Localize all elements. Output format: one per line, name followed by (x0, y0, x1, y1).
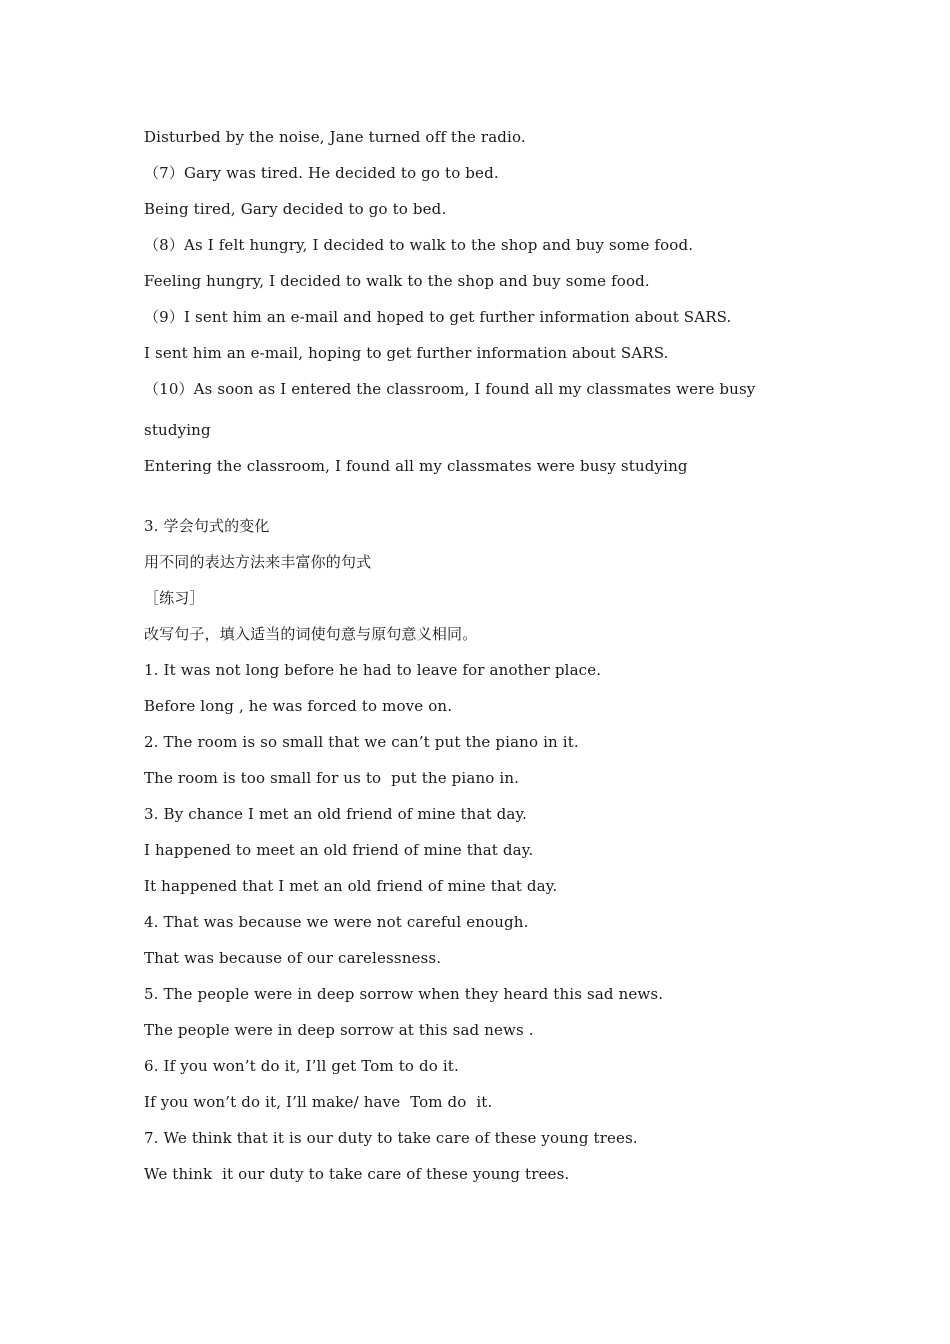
text-line: If you won’t do it, I’ll make/ have Tom do it. (144, 1093, 493, 1111)
text-line: I sent him an e-mail, hoping to get further information about SARS. (144, 344, 669, 362)
text-line: Feeling hungry, I decided to walk to the shop and buy some food. (144, 272, 650, 290)
text-line: Disturbed by the noise, Jane turned off the radio. (144, 128, 526, 146)
text-line: We think it our duty to take care of these young trees. (144, 1165, 570, 1183)
section-heading: 3. 学会句式的变化 (144, 517, 270, 535)
text-line: The people were in deep sorrow at this sad news . (144, 1021, 534, 1039)
text-line: That was because of our carelessness. (144, 949, 442, 967)
text-line: studying (144, 421, 211, 439)
text-line: Entering the classroom, I found all my classmates were busy studying (144, 457, 688, 475)
text-line: 3. By chance I met an old friend of mine that day. (144, 805, 528, 823)
text-line: The room is too small for us to put the piano in. (144, 769, 520, 787)
text-line: Before long , he was forced to move on. (144, 697, 453, 715)
text-line: I happened to meet an old friend of mine that day. (144, 841, 534, 859)
text-line: 6. If you won’t do it, I’ll get Tom to do it. (144, 1057, 459, 1075)
text-line: 2. The room is so small that we can’t put the piano in it. (144, 733, 579, 751)
text-line: （10）As soon as I entered the classroom, I found all my classmates were busy (144, 380, 756, 398)
text-line: 1. It was not long before he had to leave for another place. (144, 661, 602, 679)
practice-label: ［练习］ (144, 589, 205, 607)
text-line: It happened that I met an old friend of mine that day. (144, 877, 558, 895)
text-line: 用不同的表达方法来丰富你的句式 (144, 553, 372, 571)
instruction-line: 改写句子，填入适当的词使句意与原句意义相同。 (144, 625, 478, 643)
text-line: 5. The people were in deep sorrow when they heard this sad news. (144, 985, 664, 1003)
text-line: 7. We think that it is our duty to take care of these young trees. (144, 1129, 638, 1147)
text-line: （9）I sent him an e-mail and hoped to get further information about SARS. (144, 308, 732, 326)
text-line: （7）Gary was tired. He decided to go to bed. (144, 164, 499, 182)
text-line: （8）As I felt hungry, I decided to walk to the shop and buy some food. (144, 236, 694, 254)
text-line: 4. That was because we were not careful enough. (144, 913, 529, 931)
text-line: Being tired, Gary decided to go to bed. (144, 200, 447, 218)
